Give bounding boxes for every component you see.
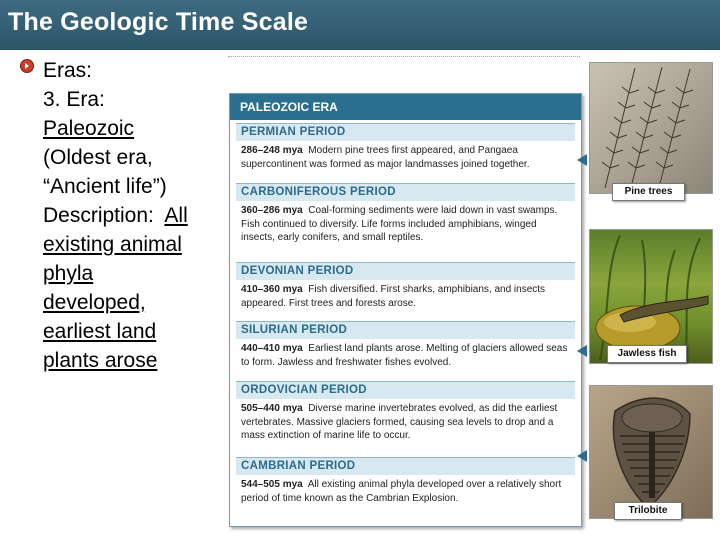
title-bar bbox=[0, 0, 720, 50]
period-range: 410–360 mya bbox=[241, 284, 303, 295]
pine-trees-caption: Pine trees bbox=[612, 183, 685, 201]
period-range: 360–286 mya bbox=[241, 205, 303, 216]
period-description bbox=[236, 399, 575, 443]
era-header: PALEOZOIC ERA bbox=[230, 94, 581, 120]
period-name: CARBONIFEROUS PERIOD bbox=[236, 184, 575, 201]
period-name: CAMBRIAN PERIOD bbox=[236, 458, 575, 475]
description-line bbox=[43, 201, 213, 230]
period-silurian bbox=[236, 321, 575, 381]
pointer-arrow-icon bbox=[577, 154, 587, 166]
period-text: Earliest land plants arose. Melting of glaciers allowed seas to form. Jawless and freshwater fishes evolved. bbox=[241, 343, 568, 368]
era-note-1: (Oldest era, bbox=[43, 146, 153, 169]
period-range: 544–505 mya bbox=[241, 479, 303, 490]
period-description bbox=[236, 475, 575, 505]
period-name: ORDOVICIAN PERIOD bbox=[236, 382, 575, 399]
period-range: 440–410 mya bbox=[241, 343, 303, 354]
period-cambrian bbox=[236, 457, 575, 520]
period-text: Modern pine trees first appeared, and Pangaea supercontinent was formed as major landmasses joined together. bbox=[241, 145, 530, 170]
description-word: All bbox=[164, 204, 188, 227]
era-note-2: “Ancient life”) bbox=[43, 175, 167, 198]
period-text: Fish diversified. First sharks, amphibians, and insects appeared. First trees and forests arose. bbox=[241, 284, 546, 309]
trilobite-drawing bbox=[590, 386, 712, 518]
period-carboniferous bbox=[236, 183, 575, 262]
trilobite-caption: Trilobite bbox=[614, 502, 682, 520]
description-label: Description: bbox=[43, 204, 154, 227]
description-line-6: plants arose bbox=[43, 349, 158, 372]
slide-body-text bbox=[43, 56, 213, 375]
pointer-arrow-icon bbox=[577, 450, 587, 462]
period-devonian bbox=[236, 262, 575, 321]
period-description bbox=[236, 280, 575, 310]
period-text: All existing animal phyla developed over a relatively short period of time known as the Cambrian Explosion. bbox=[241, 479, 562, 504]
period-name: DEVONIAN PERIOD bbox=[236, 263, 575, 280]
period-text: Diverse marine invertebrates evolved, as did the earliest vertebrates. Massive glaciers formed, causing sea levels to drop and a mass extinction of marine life to occur. bbox=[241, 403, 558, 441]
jawless-fish-photo bbox=[589, 229, 713, 364]
period-name: PERMIAN PERIOD bbox=[236, 124, 575, 141]
era-number-line: 3. Era: bbox=[43, 88, 105, 111]
heading-line: Eras: bbox=[43, 59, 93, 82]
bullet-icon bbox=[20, 59, 34, 73]
jawless-fish-caption: Jawless fish bbox=[607, 345, 687, 363]
description-line-5: earliest land bbox=[43, 320, 157, 343]
pine-fossil-photo bbox=[589, 62, 713, 194]
pine-fossil-drawing bbox=[590, 63, 712, 193]
period-description bbox=[236, 339, 575, 369]
paleozoic-table bbox=[229, 93, 582, 527]
description-line-3: phyla bbox=[43, 262, 94, 285]
description-line-4: developed, bbox=[43, 291, 146, 314]
period-description bbox=[236, 141, 575, 171]
jawless-fish-drawing bbox=[590, 230, 712, 363]
period-permian bbox=[236, 123, 575, 183]
period-text: Coal-forming sediments were laid down in vast swamps. Fish continued to diversify. Life forms included amphibians, winged insects, early conifers, and small reptiles. bbox=[241, 205, 558, 243]
period-range: 505–440 mya bbox=[241, 403, 303, 414]
period-name: SILURIAN PERIOD bbox=[236, 322, 575, 339]
era-name: Paleozoic bbox=[43, 117, 135, 140]
description-line-2: existing animal bbox=[43, 233, 182, 256]
trilobite-photo bbox=[589, 385, 713, 519]
slide-title: The Geologic Time Scale bbox=[8, 8, 309, 36]
pointer-arrow-icon bbox=[577, 345, 587, 357]
cropped-text-strip bbox=[228, 56, 580, 61]
period-description bbox=[236, 201, 575, 245]
period-range: 286–248 mya bbox=[241, 145, 303, 156]
period-ordovician bbox=[236, 381, 575, 457]
